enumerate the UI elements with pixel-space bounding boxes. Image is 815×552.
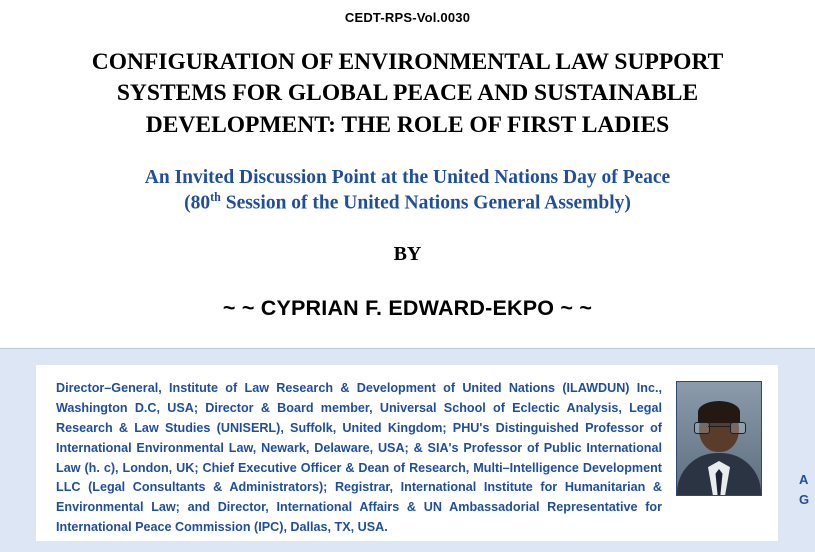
page-title: CONFIGURATION OF ENVIRONMENTAL LAW SUPPORT SYSTEMS FOR GLOBAL PEACE AND SUSTAINABLE DEVELOPMENT: THE ROLE OF FIRST LADIES — [91, 49, 724, 138]
subtitle-session-ordinal: th — [210, 190, 221, 205]
subtitle-line-1: An Invited Discussion Point at the United Nations Day of Peace — [144, 166, 671, 188]
author-bio-card — [36, 365, 778, 541]
avatar — [676, 381, 762, 496]
portrait-glasses-right-icon — [730, 422, 746, 434]
edge-fragment-line-2: G — [799, 491, 810, 507]
author-bio-band — [0, 348, 815, 552]
portrait-hair — [698, 401, 740, 423]
page-edge-fragment — [799, 470, 813, 509]
edge-fragment-line-1: A — [799, 472, 809, 487]
by-label: BY — [393, 242, 422, 265]
portrait-glasses-bridge-icon — [708, 426, 730, 427]
subtitle-session-suffix: Session of the United Nations General Assembly) — [220, 192, 631, 214]
document-reference-code: CEDT-RPS-Vol.0030 — [344, 10, 471, 25]
portrait-glasses-left-icon — [694, 422, 710, 434]
document-subtitle — [40, 165, 775, 217]
author-name: ~ ~ CYPRIAN F. EDWARD-EKPO ~ ~ — [222, 295, 593, 320]
subtitle-session-prefix: (80 — [184, 192, 211, 214]
subtitle-line-2 — [40, 190, 775, 216]
author-bio-text: Director–General, Institute of Law Research & Development of United Nations (ILAWDUN) Inc., Washington D.C, USA; Director & Board member, Universal School of Eclectic Analysis, Legal Research & Law Studies (UNISERL), Suffolk, United Kingdom; PHU's Distinguished Professor of International Environmental Law, Newark, Delaware, USA; & SIA's Professor of Public International Law (h. c), London, UK; Chief Executive Officer & Dean of Research, Multi–Intelligence Development LLC (Legal Consultants & Administrators); Registrar, International Institute for Humanitarian & Environmental Law; and Director, International Affairs & UN Ambassadorial Representative for International Peace Commission (IPC), Dallas, TX, USA. — [56, 381, 662, 535]
